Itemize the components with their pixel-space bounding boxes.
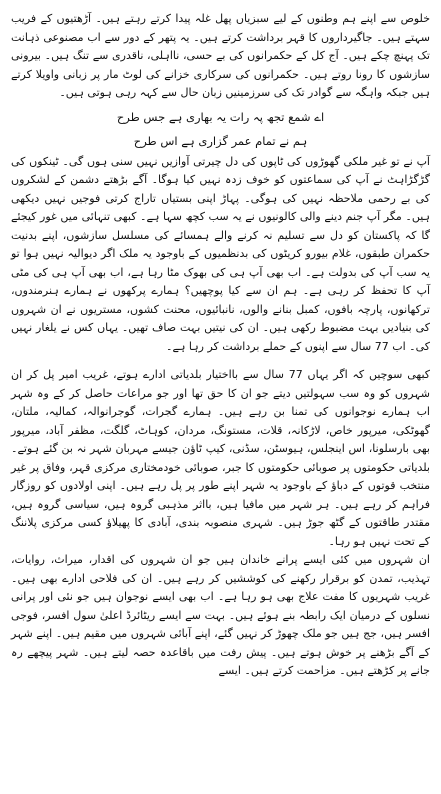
paragraph-old-families: ان شہروں میں کئی ایسے پرانے خاندان ہیں جو ان شہروں کی اقدار، میراث، روایات، تہذیب، تمدن کو برقرار رکھنے کی کوششیں کر رہے ہیں۔ ان کی فلاحی ادارے بھی ہیں۔ غریب شہریوں کا مفت علاج بھی ہو رہا ہے۔ اب بھی ایسے نوجوان ہیں جو نئی اور پرانی نسلوں کے درمیان ایک رابطہ بنے ہوئے ہیں۔ بہت سے ایسے ریٹائرڈ اعلیٰ سول افسر، فوجی افسر ہیں، جج ہیں جو ملک چھوڑ کر نہیں گئے، اپنے آبائی شہروں میں مقیم ہیں۔ اپنے شہر کے آگے بڑھنے پر خوش ہوتے ہیں۔ پیش رفت میں باقاعدہ حصہ لیتے ہیں۔ شہر پیچھے رہ جانے پر کڑھتے ہیں۔ مزاحمت کرتے ہیں۔ ایسے xyxy=(11,553,431,677)
paragraph-colonies: آپ نے تو غیر ملکی گھوڑوں کی ٹاپوں کی دل چیرتی آوازیں نہیں سنی ہوں گی۔ ٹینکوں کی گڑگڑاہٹ نے آپ کی سماعتوں کو خوف زدہ نہیں کیا ہوگا۔ آگے بڑھتے دشمن کے لشکروں کی بے رحمی ملاحظہ نہیں کی ہوگی۔ پہاڑ اپنی بستیاں تاراج کرتی فوجیں نہیں دیکھی ہیں۔ مگر آپ جنم دینے والی کالونیوں نے یہ سب کچھ سہا ہے۔ کبھی تنہائی میں غور کیجئے گا کہ پاکستان کو دل سے تسلیم نہ کرنے والے ہمسائے کی مسلسل سازشوں، اپنے بدنیت حکمران طبقوں، غلام بیورو کریٹوں کی بدنظمیوں کے باوجود یہ ملک اگر دیوالیہ نہیں ہوا تو یہ سب آپ کی بدولت ہے۔ اب بھی آپ ہی کی بھوک مٹا رہا ہے، اب بھی آپ ہی کی مٹی آپ کا تحفظ کر رہی ہے۔ ہم ان سے کیا پوچھیں؟ ہمارے پرکھوں نے ہمارے ہنرمندوں، ترکھانوں، پارچہ بافوں، کمبل بنانے والوں، نانبائیوں، محنت کشوں، مستریوں نے ان شہروں کی بنیادیں بہت مضبوط رکھی ہیں۔ ان کی نیتیں بہت صاف تھیں۔ یہاں کس نے یلغار نہیں کی۔ اب 77 سال سے اپنوں کے حملے برداشت کر رہا ہے۔ xyxy=(11,154,430,353)
poem-line-1: اے شمع تجھ پہ رات یہ بھاری ہے جس طرح xyxy=(116,109,325,124)
poem-verses xyxy=(11,105,430,153)
paragraph-intro: خلوص سے اپنے ہم وطنوں کے لیے سبزیاں پھل غلہ پیدا کرتے رہتے ہیں۔ آڑھتیوں کے فریب سہتے ہیں۔ جاگیرداروں کا قہر برداشت کرتے ہیں۔ یہ پتھر کے دور سے اب مصنوعی ذہانت تک پہنچ چکے ہیں۔ آج کل کے حکمرانوں کی بے حسی، نااہلی، ناقدری سے تنگ ہیں۔ بیرونی سازشوں کا رونا روتے ہیں۔ حکمرانوں کی سرکاری خزانے کی لوٹ مار پر زبانی واویلا کرتے ہیں جبکہ واہگہ سے گوادر تک کی سرزمینیں زبان حال سے کہہ رہی ہوتی ہیں۔ xyxy=(11,12,430,99)
poem-line-2: ہم نے تمام عمر گزاری ہے اس طرح xyxy=(133,133,308,148)
paragraph-local-government: کبھی سوچیں کہ اگر یہاں 77 سال سے بااختیار بلدیاتی ادارے ہوتے، غریب امیر پل کر ان شہروں کو وہ سب سہولتیں دیتے جو ان کا حق تھا اور جو مراعات حاصل کر کے وہ شہر اب ہمارے نوجوانوں کی تمنا بن رہے ہیں۔ ہمارے گجرات، گوجرانوالہ، کمالیہ، ملتان، گھوٹکی، میرپور خاص، لاڑکانہ، قلات، مستونگ، مردان، کوہاٹ، گلگت، مظفر آباد، میرپور بھی بارسلونا، اس اینجلس، ہیوسٹن، سڈنی، کیپ ٹاؤن جیسے مہربان شہر نہ بن گئے ہوتے۔ بلدیاتی حکومتوں پر صوبائی حکومتوں کا جبر، صوبائی خودمختاری مرکزی قہر، وفاق پر غیر منتخب قوتوں کے دباؤ کے باوجود یہ شہر اپنے طور پر پل رہے ہیں۔ اپنی اولادوں کو روزگار فراہم کر رہے ہیں۔ ہر شہر میں مافیا ہیں، بااثر مذہبی گروہ ہیں، سیاسی گروہ ہیں، مقتدر طاقتوں کے گٹھ جوڑ ہیں۔ شہری منصوبہ بندی، آبادی کا پھیلاؤ کسی مرکزی پلاننگ کے تحت نہیں ہو رہا۔ xyxy=(11,368,430,548)
